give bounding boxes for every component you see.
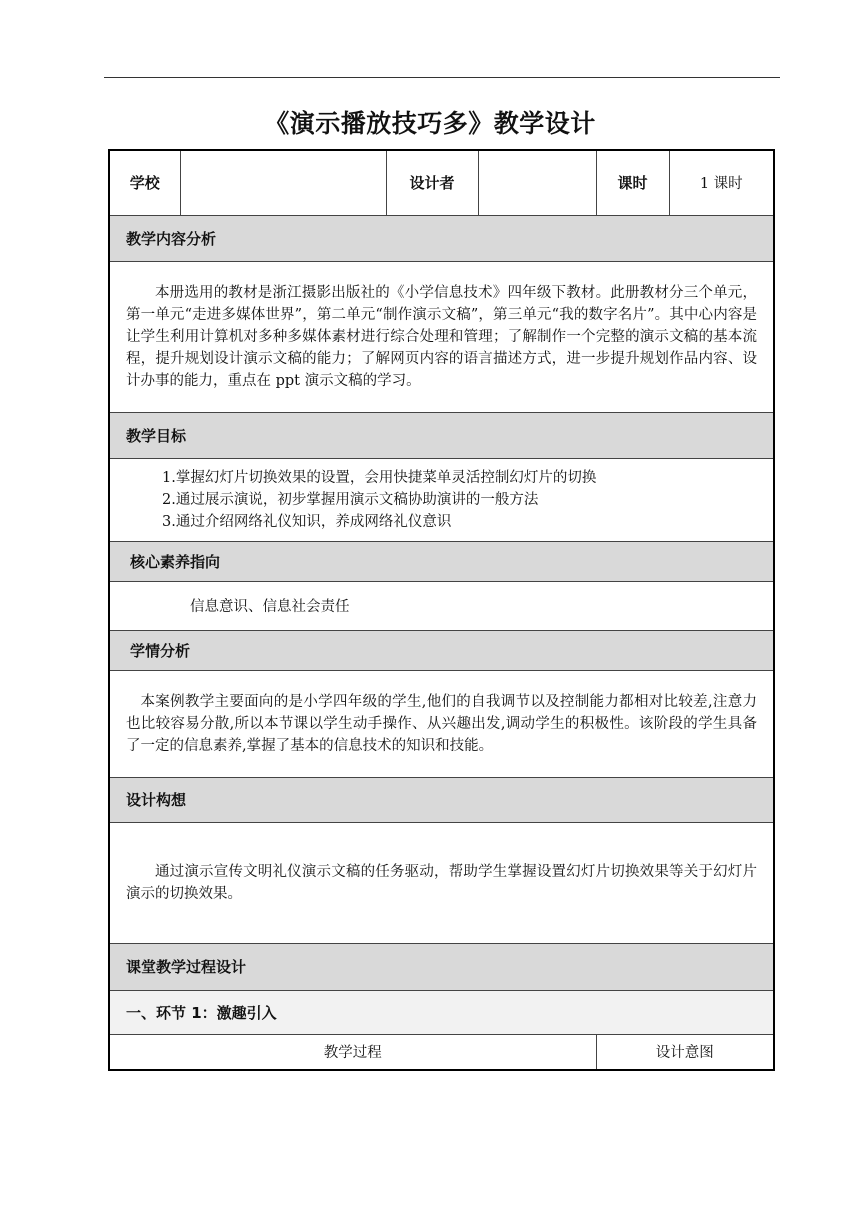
period-value: 1 课时 [669, 150, 774, 215]
section-heading-design-concept: 设计构想 [109, 777, 774, 822]
objectives-list [109, 458, 774, 541]
content-analysis-text: 本册选用的教材是浙江摄影出版社的《小学信息技术》四年级下教材。此册教材分三个单元，第一单元“走进多媒体世界”，第二单元“制作演示文稿”，第三单元“我的数字名片”。其中心内容是让学生利用计算机对多种多媒体素材进行综合处理和管理；了解制作一个完整的演示文稿的基本流程，提升规划设计演示文稿的能力；了解网页内容的语言描述方式，进一步提升规划作品内容、设计办事的能力，重点在 ppt 演示文稿的学习。 [109, 261, 774, 412]
section-heading-core-literacy: 核心素养指向 [109, 541, 774, 581]
learner-analysis-text: 本案例教学主要面向的是小学四年级的学生,他们的自我调节以及控制能力都相对比较差,注意力也比较容易分散,所以本节课以学生动手操作、从兴趣出发,调动学生的积极性。该阶段的学生具备了一定的信息素养,掌握了基本的信息技术的知识和技能。 [109, 670, 774, 777]
info-row [109, 150, 774, 215]
school-value [180, 150, 386, 215]
designer-value [478, 150, 596, 215]
process-step-1: 一、环节 1：激趣引入 [109, 990, 774, 1034]
objective-item: 1.掌握幻灯片切换效果的设置，会用快捷菜单灵活控制幻灯片的切换 [162, 469, 597, 486]
designer-label: 设计者 [386, 150, 478, 215]
core-literacy-text: 信息意识、信息社会责任 [109, 581, 774, 630]
column-header-process: 教学过程 [109, 1034, 596, 1070]
objective-item: 2.通过展示演说，初步掌握用演示文稿协助演讲的一般方法 [162, 491, 539, 508]
objective-item: 3.通过介绍网络礼仪知识，养成网络礼仪意识 [162, 513, 452, 530]
period-label: 课时 [596, 150, 669, 215]
school-label: 学校 [109, 150, 180, 215]
column-header-intent: 设计意图 [596, 1034, 774, 1070]
lesson-plan-table [108, 149, 775, 1071]
section-heading-process: 课堂教学过程设计 [109, 943, 774, 990]
design-concept-text: 通过演示宣传文明礼仪演示文稿的任务驱动，帮助学生掌握设置幻灯片切换效果等关于幻灯片演示的切换效果。 [109, 822, 774, 943]
section-heading-objectives: 教学目标 [109, 412, 774, 458]
header-rule [104, 77, 780, 78]
section-heading-content-analysis: 教学内容分析 [109, 215, 774, 261]
document-title: 《演示播放技巧多》教学设计 [264, 109, 596, 138]
section-heading-learner-analysis: 学情分析 [109, 630, 774, 670]
